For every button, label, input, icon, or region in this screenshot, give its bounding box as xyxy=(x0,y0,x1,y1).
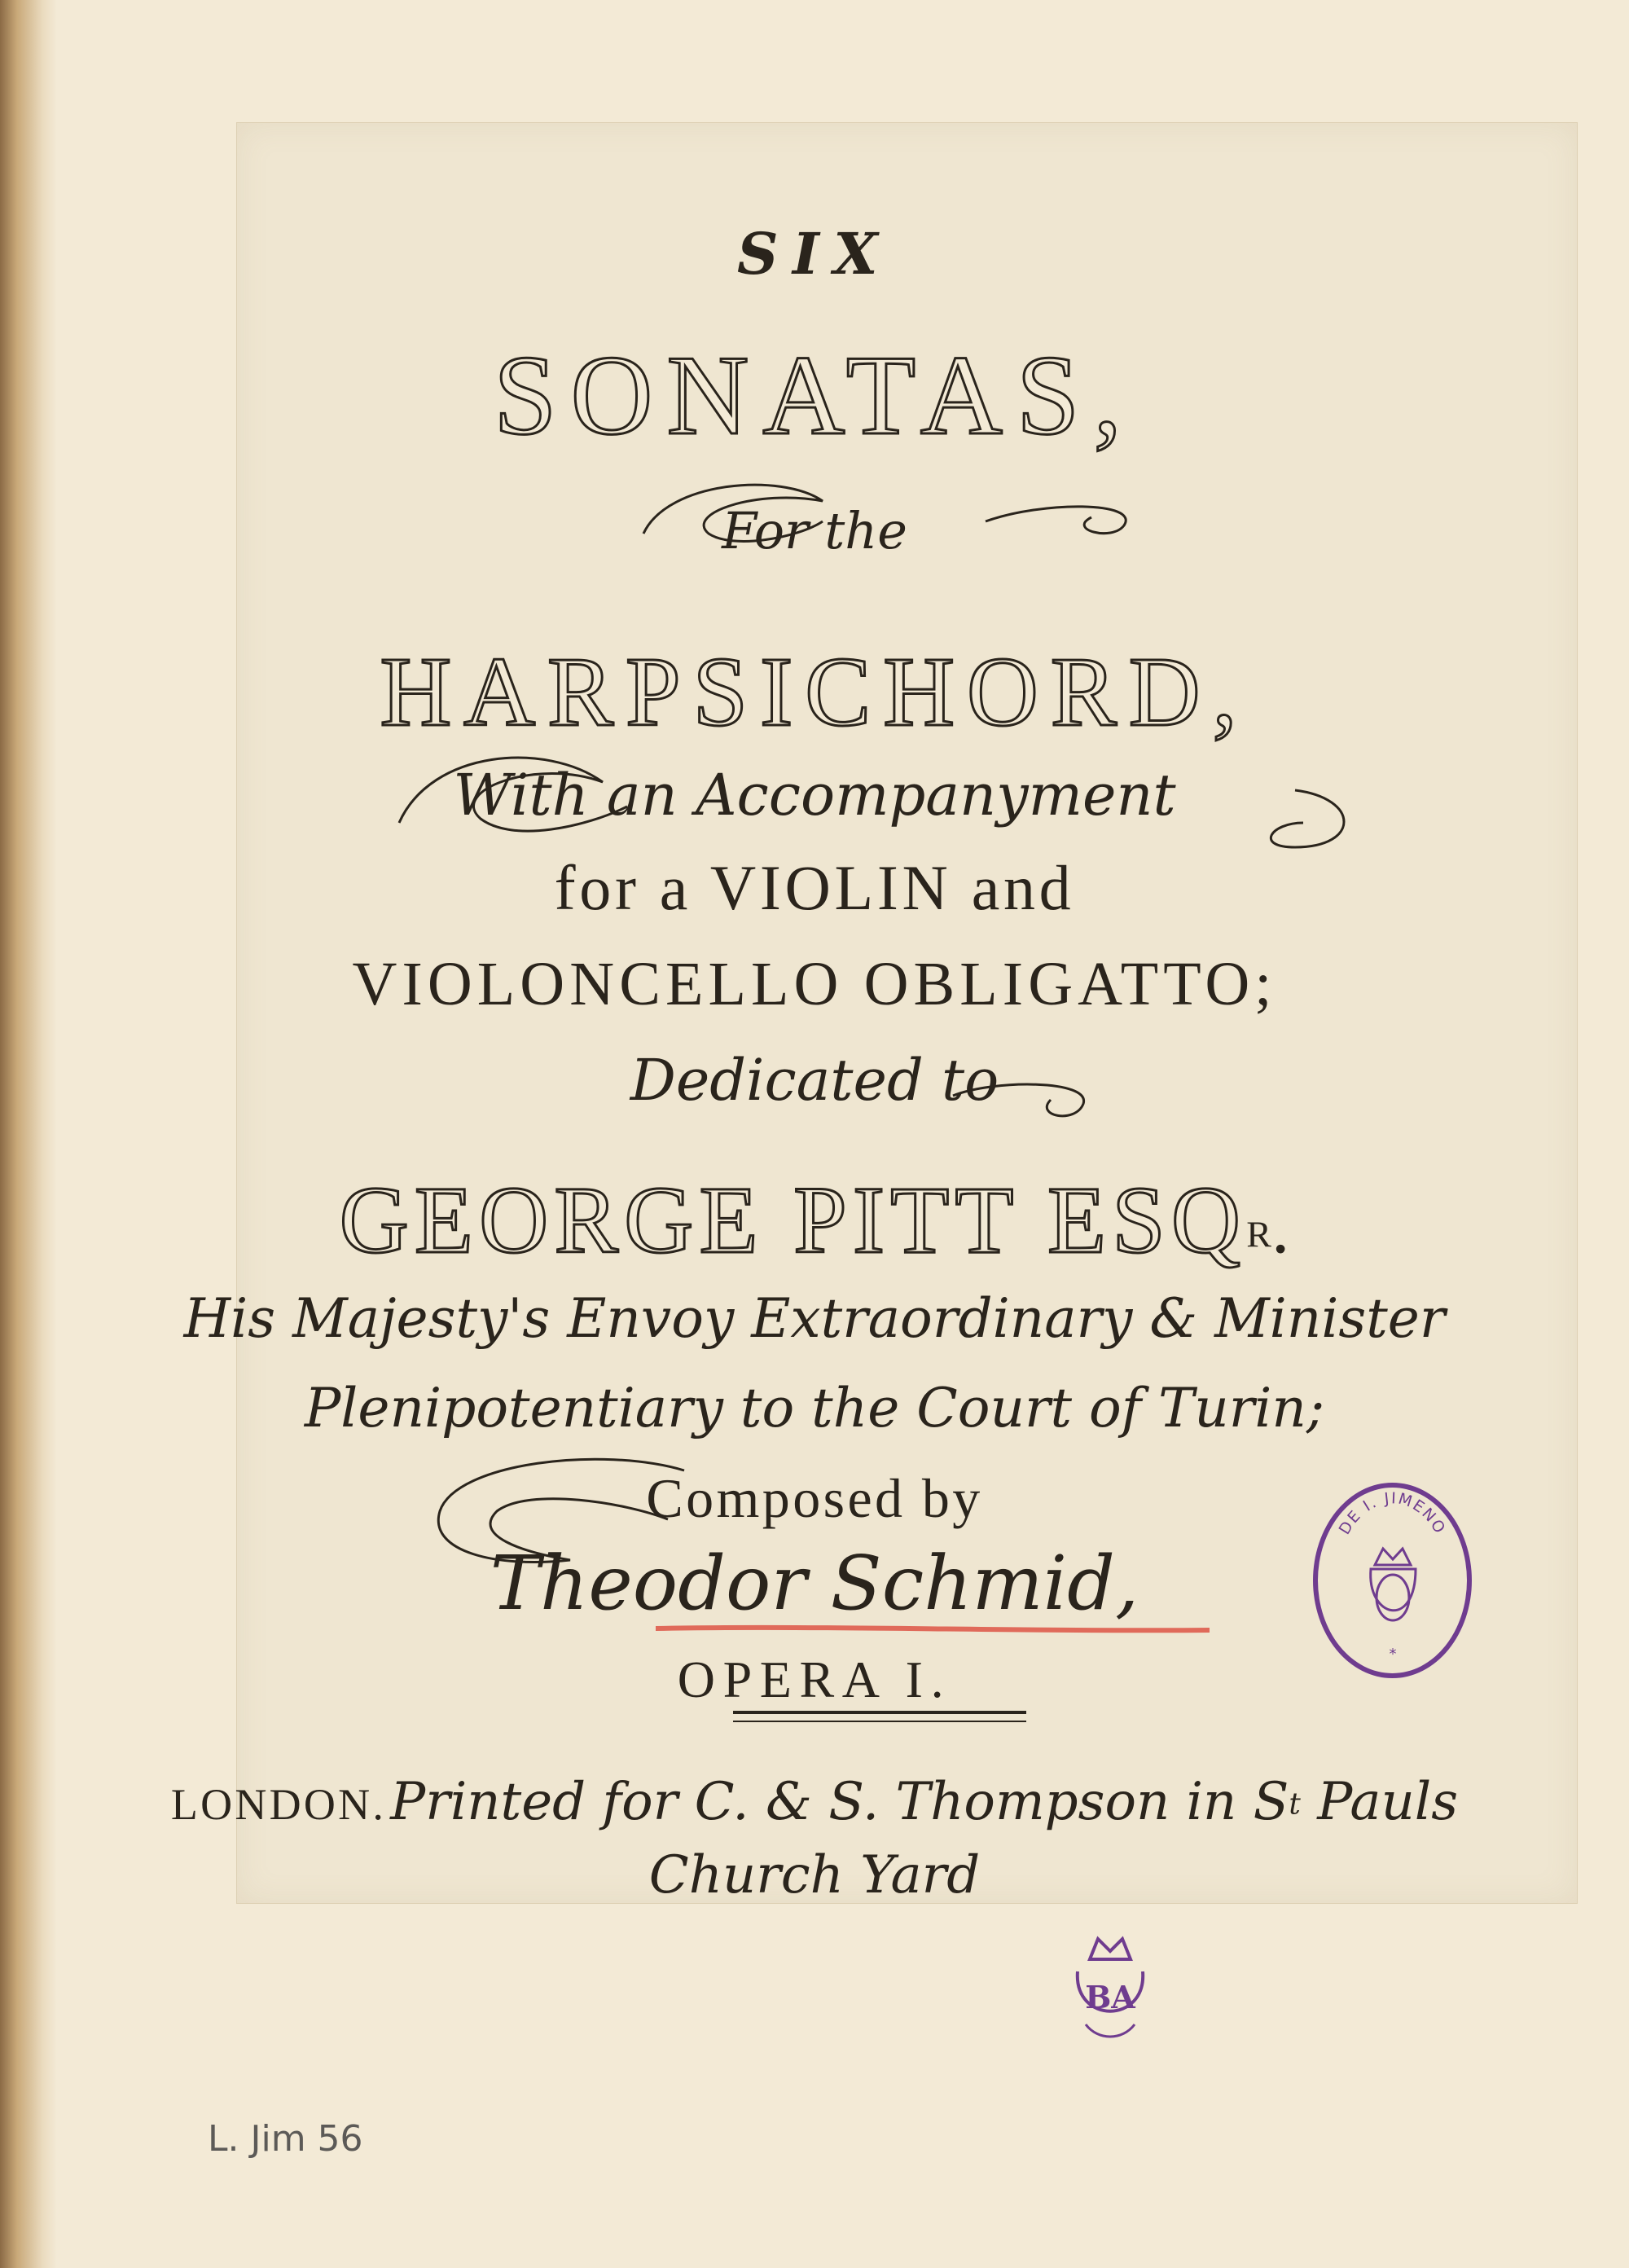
imprint-place: LONDON. xyxy=(170,1780,387,1829)
imprint-line2: Church Yard xyxy=(648,1845,981,1905)
dedicatee-title-line2: Plenipotentiary to the Court of Turin; xyxy=(304,1377,1325,1439)
library-stamp-text: DE I. JIMENO xyxy=(1335,1489,1450,1538)
imprint-printer: Printed for C. & S. Thompson in S xyxy=(390,1772,1289,1832)
svg-text:DE I. JIMENO xyxy=(1336,1489,1450,1537)
dedicatee-suffix: . xyxy=(1271,1188,1290,1268)
composed-by: Composed by xyxy=(646,1467,983,1529)
opus-number: OPERA I. xyxy=(677,1650,952,1708)
composer-name: Theodor Schmid, xyxy=(490,1540,1139,1627)
opus-rule-top xyxy=(733,1711,1026,1714)
dedicatee-line xyxy=(0,1165,1629,1276)
monogram-stamp xyxy=(1065,1927,1155,2045)
dedicatee-title-line1: His Majesty's Envoy Extraordinary & Minister xyxy=(183,1287,1446,1350)
subtitle-with-accompanyment: With an Accompanyment xyxy=(453,762,1176,829)
imprint-printer-end: Pauls xyxy=(1300,1772,1459,1832)
dedicated-to: Dedicated to xyxy=(630,1047,999,1114)
svg-text:*: * xyxy=(1389,1646,1397,1663)
library-stamp-oval xyxy=(1313,1483,1472,1678)
instrument-violoncello: VIOLONCELLO OBLIGATTO; xyxy=(352,950,1277,1018)
red-pencil-underline xyxy=(656,1624,1210,1635)
dedicatee-name: GEORGE PITT ESQ xyxy=(339,1167,1247,1273)
imprint-superscript: t xyxy=(1289,1787,1301,1822)
subtitle-for-the: For the xyxy=(722,501,907,560)
dedicatee-superscript: R xyxy=(1246,1213,1271,1255)
title-six: SIX xyxy=(736,220,893,288)
library-stamp-graphic xyxy=(1318,1488,1467,1673)
opus-rule-bottom xyxy=(733,1721,1026,1722)
shelfmark-handwritten: L. Jim 56 xyxy=(208,2118,363,2160)
title-harpsichord: HARPSICHORD, xyxy=(380,637,1249,747)
title-sonatas: SONATAS, xyxy=(493,332,1136,459)
instrument-violin: for a VIOLIN and xyxy=(554,852,1075,923)
monogram-stamp-text: BA xyxy=(1085,1979,1135,2015)
imprint-line1 xyxy=(0,1772,1629,1832)
